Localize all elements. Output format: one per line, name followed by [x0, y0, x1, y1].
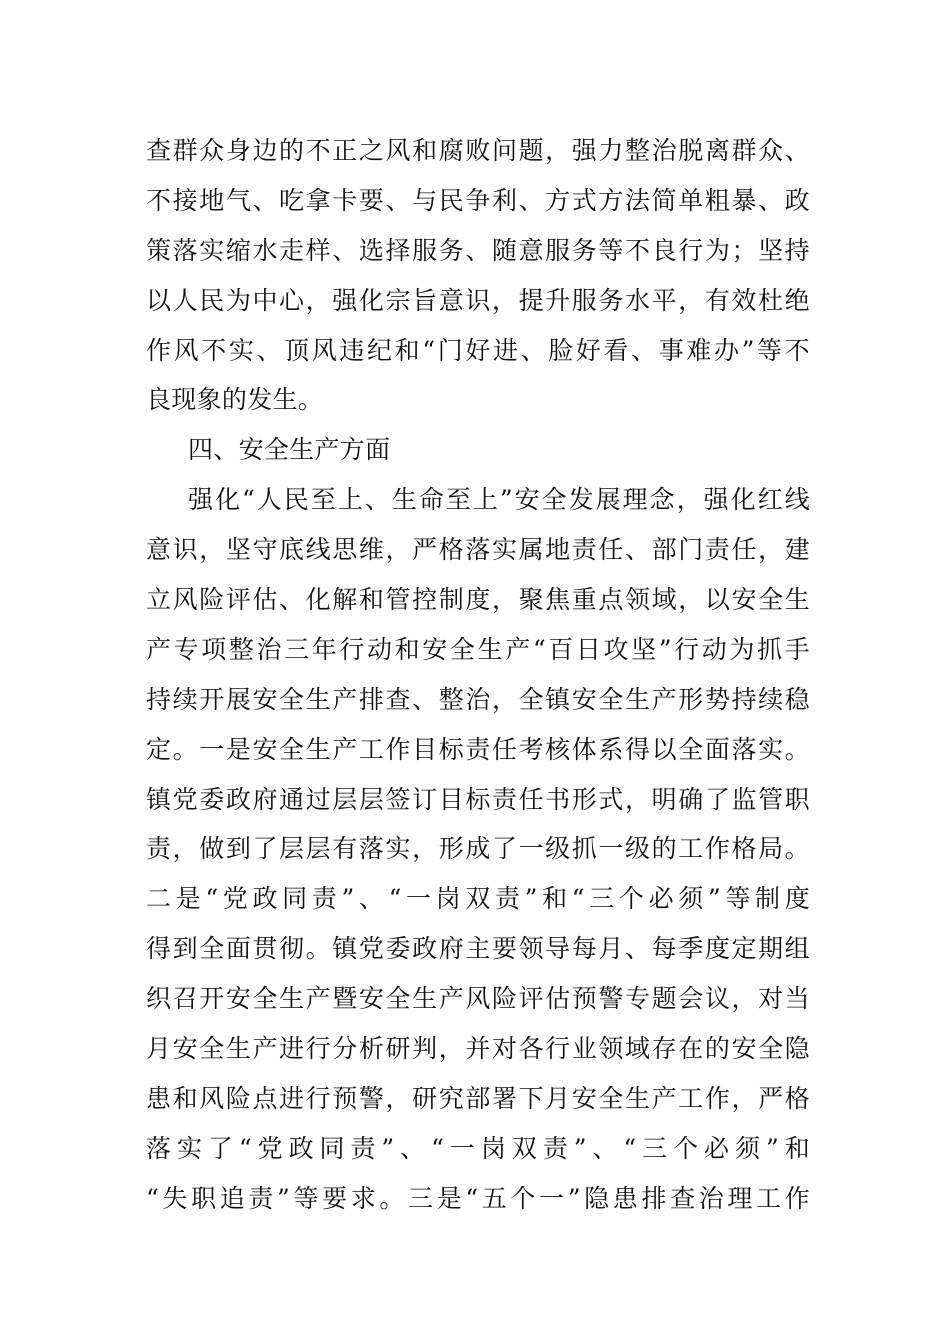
text-line: 织召开安全生产暨安全生产风险评估预警专题会议，对当 [146, 984, 810, 1014]
text-line: 二是“党政同责”、“一岗双责”和“三个必须”等制度 [146, 884, 810, 914]
text-line: 意识，坚守底线思维，严格落实属地责任、部门责任，建 [146, 535, 810, 565]
text-line: 落实了“党政同责”、“一岗双责”、“三个必须”和 [146, 1133, 810, 1163]
text-line: 患和风险点进行预警，研究部署下月安全生产工作，严格 [146, 1083, 810, 1113]
section-heading: 四、安全生产方面 [188, 435, 391, 465]
text-line: 产专项整治三年行动和安全生产“百日攻坚”行动为抓手 [146, 634, 810, 664]
text-line: 以人民为中心，强化宗旨意识，提升服务水平，有效杜绝 [146, 285, 810, 315]
text-line: 作风不实、顶风违纪和“门好进、脸好看、事难办”等不 [146, 335, 810, 365]
document-body [146, 126, 810, 1224]
text-line: 定。一是安全生产工作目标责任考核体系得以全面落实。 [146, 734, 810, 764]
text-line: 镇党委政府通过层层签订目标责任书形式，明确了监管职 [146, 784, 810, 814]
text-line: 不接地气、吃拿卡要、与民争利、方式方法简单粗暴、政 [146, 185, 810, 215]
text-line: “失职追责”等要求。三是“五个一”隐患排查治理工作 [146, 1183, 810, 1213]
text-line: 良现象的发生。 [146, 385, 324, 415]
text-line: 强化“人民至上、生命至上”安全发展理念，强化红线 [188, 485, 810, 515]
text-line: 得到全面贯彻。镇党委政府主要领导每月、每季度定期组 [146, 934, 810, 964]
text-line: 月安全生产进行分析研判，并对各行业领域存在的安全隐 [146, 1034, 810, 1064]
text-line: 查群众身边的不正之风和腐败问题，强力整治脱离群众、 [146, 136, 810, 165]
text-line: 策落实缩水走样、选择服务、随意服务等不良行为；坚持 [146, 235, 810, 265]
text-line: 立风险评估、化解和管控制度，聚焦重点领域，以安全生 [146, 585, 810, 615]
text-line: 责，做到了层层有落实，形成了一级抓一级的工作格局。 [146, 834, 810, 864]
text-line: 持续开展安全生产排查、整治，全镇安全生产形势持续稳 [146, 684, 810, 714]
